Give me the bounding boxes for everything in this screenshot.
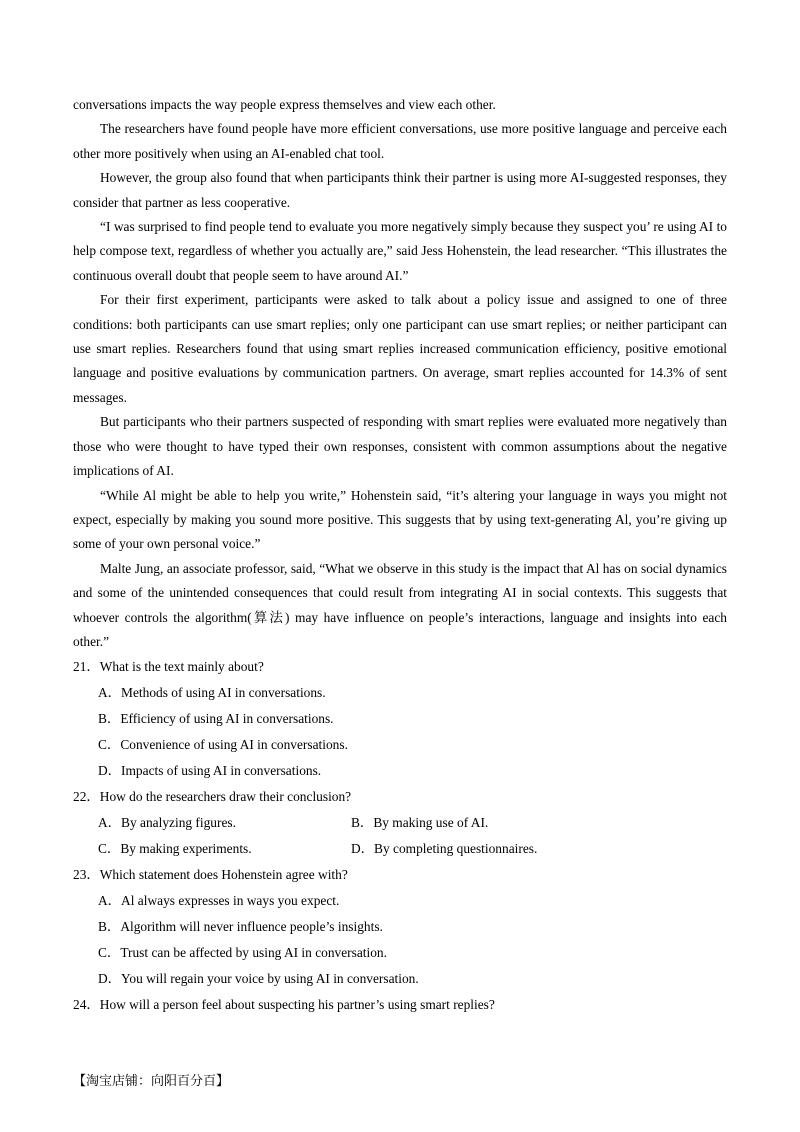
question-21 bbox=[73, 654, 727, 784]
option-d: D．Impacts of using AI in conversations. bbox=[98, 763, 322, 779]
option-row bbox=[73, 810, 727, 836]
paragraph: conversations impacts the way people express themselves and view each other. bbox=[73, 97, 496, 112]
option-a: A．Al always expresses in ways you expect. bbox=[98, 893, 340, 909]
paragraph: Malte Jung, an associate professor, said, “What we observe in this study is the impact that Al has on social dynamics and some of the unintended consequences that could result from integrating AI in social contexts. This suggests that whoever controls the algorithm(算法) may have influence on people’s interactions, language and insights into each other.” bbox=[73, 560, 727, 649]
option-a: A．Methods of using AI in conversations. bbox=[98, 685, 326, 701]
option-a: A．By analyzing figures. bbox=[98, 815, 236, 831]
footer-shop-label: 【淘宝店铺：向阳百分百】 bbox=[73, 1074, 230, 1089]
question-24 bbox=[73, 992, 727, 1018]
page-content bbox=[73, 93, 727, 1018]
passage bbox=[73, 93, 727, 654]
question-stem: 24．How will a person feel about suspecting his partner’s using smart replies? bbox=[73, 997, 495, 1013]
paragraph: “I was surprised to find people tend to evaluate you more negatively simply because they suspect you’ re using AI to help compose text, regardless of whether you actually are,” said Jess Hohenstein, the lead researcher. “This illustrates the continuous overall doubt that people seem to have around AI.” bbox=[73, 219, 727, 283]
option-c: C．Convenience of using AI in conversations. bbox=[98, 737, 348, 753]
paragraph: The researchers have found people have more efficient conversations, use more positive language and perceive each other more positively when using an AI-enabled chat tool. bbox=[73, 121, 727, 161]
paragraph: For their first experiment, participants were asked to talk about a policy issue and assigned to one of three conditions: both participants can use smart replies; only one participant can use smart replies; or neither participant can use smart replies. Researchers found that using smart replies increased communication efficiency, positive emotional language and positive evaluations by communication partners. On average, smart replies accounted for 14.3% of sent messages. bbox=[73, 292, 727, 405]
paragraph: “While Al might be able to help you write,” Hohenstein said, “it’s altering your language in ways you might not expect, especially by making you sound more positive. This suggests that by using text-generating Al, you’re giving up some of your own personal voice.” bbox=[73, 487, 727, 552]
option-d: D．By completing questionnaires. bbox=[351, 841, 538, 857]
paragraph: However, the group also found that when participants think their partner is using more AI-suggested responses, they consider that partner as less cooperative. bbox=[73, 170, 727, 210]
option-b: B．By making use of AI. bbox=[351, 815, 489, 831]
question-22 bbox=[73, 784, 727, 862]
question-stem: 22．How do the researchers draw their conclusion? bbox=[73, 789, 352, 805]
option-d: D．You will regain your voice by using AI in conversation. bbox=[98, 971, 419, 987]
question-stem: 23．Which statement does Hohenstein agree with? bbox=[73, 867, 348, 883]
option-b: B．Efficiency of using AI in conversations. bbox=[98, 711, 334, 727]
option-c: C．Trust can be affected by using AI in conversation. bbox=[98, 945, 387, 961]
option-row bbox=[73, 836, 727, 862]
option-b: B．Algorithm will never influence people’s insights. bbox=[98, 919, 383, 935]
question-23 bbox=[73, 862, 727, 992]
question-stem: 21．What is the text mainly about? bbox=[73, 659, 264, 675]
paragraph: But participants who their partners suspected of responding with smart replies were evaluated more negatively than those who were thought to have typed their own responses, consistent with common assumptions about the negative implications of AI. bbox=[73, 414, 727, 479]
option-c: C．By making experiments. bbox=[98, 841, 252, 857]
